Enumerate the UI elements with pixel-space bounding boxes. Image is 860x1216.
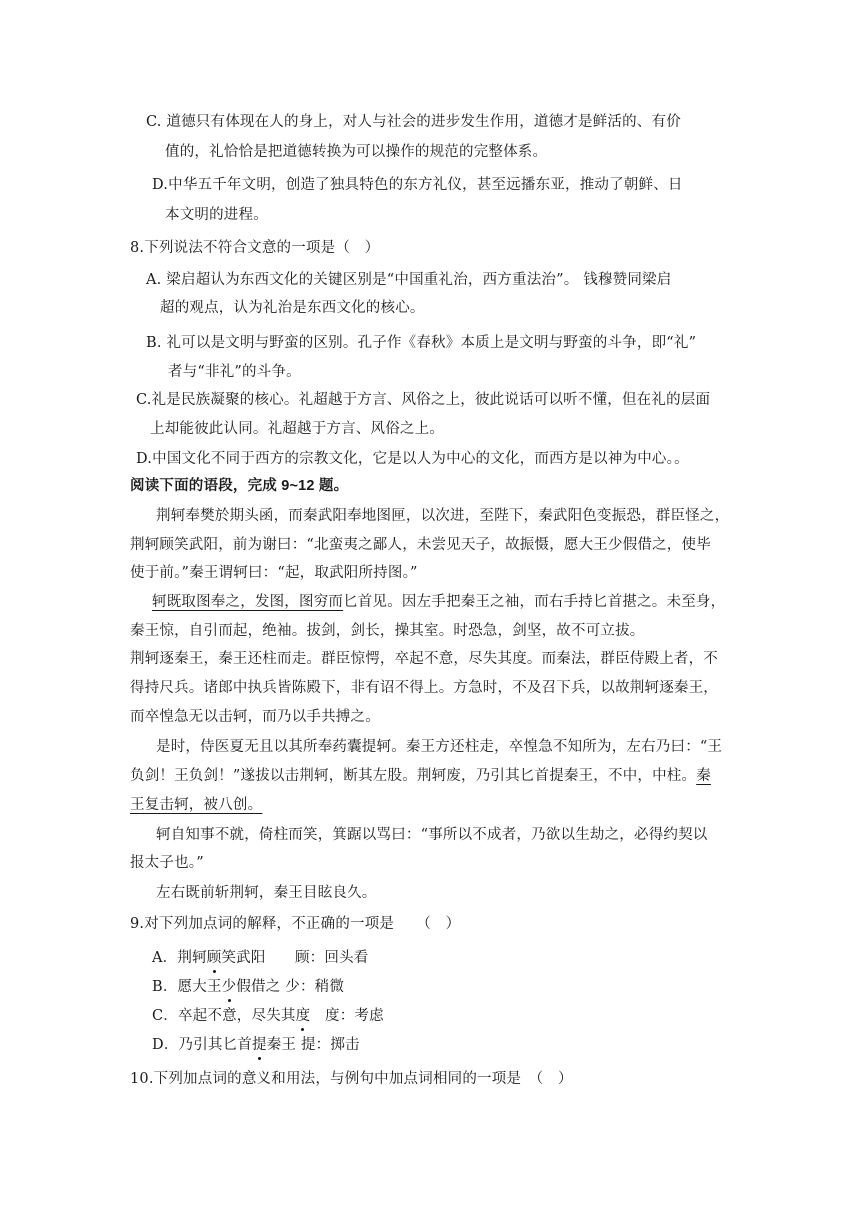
- q8-option-c-line2: 上却能彼此认同。礼超越于方言、风俗之上。: [150, 421, 444, 437]
- q9-option-d: [152, 1035, 360, 1055]
- q9-option-c: [152, 1006, 384, 1026]
- passage-p3-line3: 而卒惶急无以击轲，而乃以手共搏之。: [130, 709, 380, 725]
- q9-option-d-post: 秦王 提：掷击: [266, 1037, 360, 1053]
- passage-p3-line1: 荆轲逐秦王，秦王还柱而走。群臣惊愕，卒起不意，尽失其度。而秦法，群臣侍殿上者，不: [130, 651, 718, 667]
- reading-heading: 阅读下面的语段，完成 9~12 题。: [130, 478, 349, 494]
- passage-p5-line1: 轲自知事不就，倚柱而笑，箕踞以骂曰：“事所以不成者，乃欲以生劫之，必得约契以: [156, 827, 708, 843]
- q9-option-a-pre: A．荆轲: [152, 950, 207, 966]
- prev-option-d-line1: D.中华五千年文明，创造了独具特色的东方礼仪，甚至远播东亚，推动了朝鲜、日: [152, 177, 683, 193]
- q9-option-b-post: 假借之 少：稍微: [236, 979, 345, 995]
- q8-option-a-line1: A. 梁启超认为东西文化的关键区别是“中国重礼治，西方重法治”。 钱穆赞同梁启: [146, 272, 672, 288]
- q8-option-b-line1: B. 礼可以是文明与野蛮的区别。孔子作《春秋》本质上是文明与野蛮的斗争，即“礼”: [146, 335, 697, 351]
- q9-stem: 9.对下列加点词的解释，不正确的一项是 （ ）: [130, 916, 461, 932]
- q8-option-a-line2: 超的观点，认为礼治是东西文化的核心。: [160, 300, 425, 316]
- passage-p2-line1: [152, 592, 725, 612]
- q9-option-a: [152, 948, 368, 968]
- passage-p1-line3: 使于前。”秦王谓轲曰：“起，取武阳所持图。”: [130, 565, 418, 581]
- q10-stem: 10.下列加点词的意义和用法，与例句中加点词相同的一项是 （ ）: [130, 1071, 573, 1087]
- passage-p2-line1-rest: 匕首见。因左手把秦王之袖，而右手持匕首揕之。未至身，: [343, 594, 726, 610]
- q9-option-a-dotted-word: 顾: [206, 950, 222, 966]
- passage-p4-line1: 是时，侍医夏无且以其所奉药囊提轲。秦王方还柱走，卒惶急不知所为，左右乃曰：“王: [156, 739, 723, 755]
- q9-option-d-dotted-word: 提: [252, 1037, 267, 1053]
- passage-p5-line2: 报太子也。”: [130, 855, 204, 871]
- underlined-sentence-2-end: 王复击轲，被八创。: [130, 797, 263, 813]
- q9-option-b-pre: B．愿大王: [152, 979, 222, 995]
- prev-option-d-line2: 本文明的进程。: [165, 207, 268, 223]
- passage-p1-line1: 荆轲奉樊於期头函，而秦武阳奉地图匣，以次进，至陛下，秦武阳色变振恐，群臣怪之，: [156, 508, 730, 524]
- underlined-sentence-2-start: 秦: [696, 768, 711, 784]
- passage-p4-line2: [130, 766, 711, 786]
- q9-option-b: [152, 977, 344, 997]
- prev-option-c-line1: C. 道德只有体现在人的身上，对人与社会的进步发生作用，道德才是鲜活的、有价: [146, 114, 681, 130]
- q9-option-d-pre: D．乃引其匕首: [152, 1037, 253, 1053]
- q9-option-b-dotted-word: 少: [221, 979, 237, 995]
- q8-option-d-line1: D.中国文化不同于西方的宗教文化，它是以人为中心的文化，而西方是以神为中心。。: [136, 451, 689, 467]
- underlined-sentence-1: 轲既取图奉之，发图，图穷而: [152, 594, 344, 610]
- q8-stem: 8.下列说法不符合文意的一项是（ ）: [130, 240, 380, 256]
- passage-p6-line1: 左右既前斩荆轲，秦王目眩良久。: [156, 885, 377, 901]
- q9-option-c-post: 度：考虑: [310, 1008, 384, 1024]
- passage-p2-line2: 秦王惊，自引而起，绝袖。拔剑，剑长，操其室。时恐急，剑坚，故不可立拔。: [130, 623, 645, 639]
- q9-option-c-pre: C．卒起不意，尽失其: [152, 1008, 296, 1024]
- passage-p1-line2: 荆轲顾笑武阳，前为谢曰：“北蛮夷之鄙人，未尝见天子，故振慑，愿大王少假借之，使毕: [130, 537, 711, 553]
- q9-option-a-post: 笑武阳 顾：回头看: [221, 950, 369, 966]
- passage-p3-line2: 得持尺兵。诸郎中执兵皆陈殿下，非有诏不得上。方急时，不及召下兵，以故荆轲逐秦王，: [130, 680, 718, 696]
- passage-p4-line3: [130, 795, 262, 815]
- q8-option-c-line1: C.礼是民族凝聚的核心。礼超越于方言、风俗之上，彼此说话可以听不懂，但在礼的层面: [136, 392, 711, 408]
- q8-option-b-line2: 者与“非礼”的斗争。: [168, 364, 301, 380]
- prev-option-c-line2: 值的，礼恰恰是把道德转换为可以操作的规范的完整体系。: [165, 144, 548, 160]
- q9-option-c-dotted-word: 度: [295, 1008, 311, 1024]
- passage-p4-line2-text: 负剑！王负剑！”遂拔以击荆轲，断其左股。荆轲废，乃引其匕首提秦王，不中，中柱。: [130, 768, 697, 784]
